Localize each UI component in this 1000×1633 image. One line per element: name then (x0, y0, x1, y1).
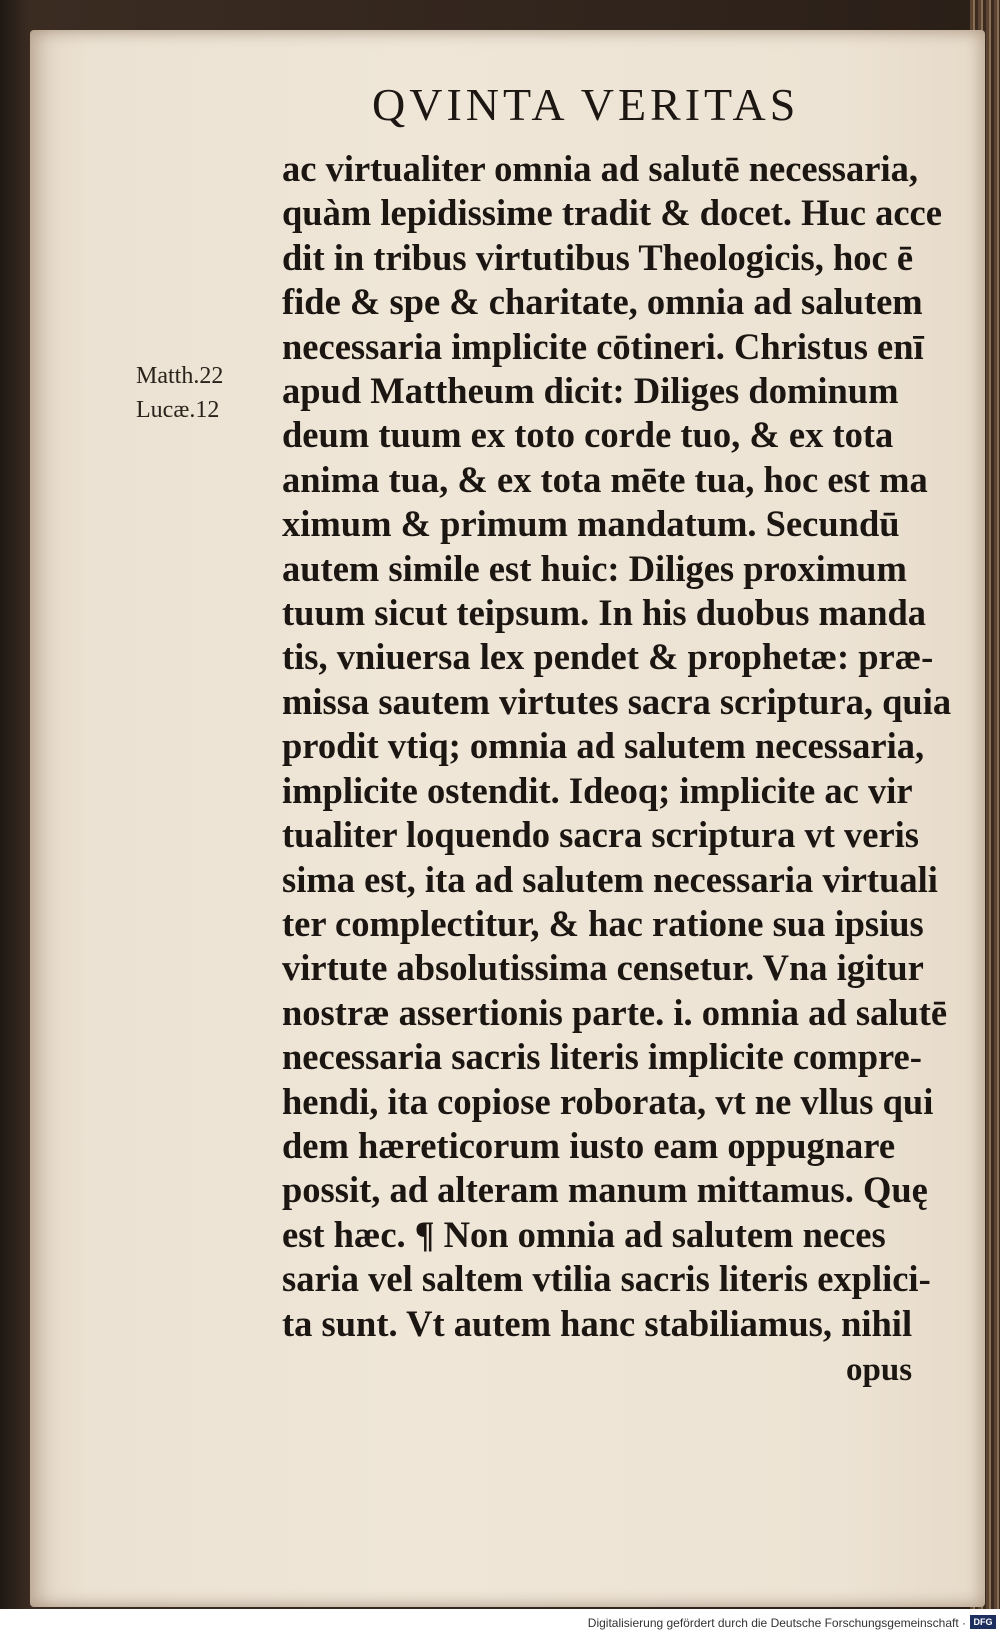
text-line: fide & spe & charitate, omnia ad salutem (282, 281, 923, 323)
footer-bar (0, 1609, 1000, 1633)
dfg-logo: DFG (970, 1615, 996, 1629)
text-line: autem simile est huic: Diliges proximum (282, 547, 907, 589)
footer-credit: Digitalisierung gefördert durch die Deutsche Forschungsgemeinschaft · (587, 1616, 966, 1630)
marginal-note: Matth.22 (136, 363, 224, 389)
text-line: nostræ assertionis parte. i. omnia ad salutē (282, 991, 948, 1033)
text-line: quàm lepidissime tradit & docet. Huc acce (282, 192, 942, 234)
marginal-note: Lucæ.12 (136, 397, 220, 423)
text-line: necessaria sacris literis implicite compre- (282, 1036, 922, 1078)
text-line: est hæc. ¶ Non omnia ad salutem neces (282, 1213, 886, 1255)
text-line: ximum & primum mandatum. Secundū (282, 503, 900, 545)
running-head: QVINTA VERITAS (372, 79, 800, 130)
text-line: prodit vtiq; omnia ad salutem necessaria, (282, 725, 925, 767)
text-line: saria vel saltem vtilia sacris literis explici- (282, 1258, 931, 1300)
body-text (282, 147, 952, 1346)
text-line: dem hæreticorum iusto eam oppugnare (282, 1124, 896, 1166)
text-line: deum tuum ex toto corde tuo, & ex tota (282, 414, 894, 456)
text-line: necessaria implicite cōtineri. Christus enī (282, 325, 924, 367)
text-line: implicite ostendit. Ideoq; implicite ac vir (282, 769, 913, 811)
catchword: opus (846, 1352, 913, 1388)
text-line: sima est, ita ad salutem necessaria virtuali (282, 858, 938, 900)
text-line: possit, ad alteram manum mittamus. Quę (282, 1169, 928, 1211)
text-line: dit in tribus virtutibus Theologicis, hoc ē (282, 236, 914, 278)
text-line: tuum sicut teipsum. In his duobus manda (282, 592, 927, 634)
text-line: ter complectitur, & hac ratione sua ipsius (282, 902, 924, 944)
text-line: tualiter loquendo sacra scriptura vt veris (282, 814, 920, 856)
text-line: hendi, ita copiose roborata, vt ne vllus qui (282, 1080, 934, 1122)
text-line: virtute absolutissima censetur. Vna igitur (282, 947, 924, 989)
text-line: anima tua, & ex tota mēte tua, hoc est ma (282, 458, 928, 500)
text-line: ac virtualiter omnia ad salutē necessaria, (282, 148, 918, 189)
text-line: ta sunt. Vt autem hanc stabiliamus, nihil (282, 1302, 913, 1344)
text-line: missa sautem virtutes sacra scriptura, quia (282, 680, 952, 722)
text-line: apud Mattheum dicit: Diliges dominum (282, 370, 899, 412)
text-line: tis, vniuersa lex pendet & prophetæ: præ- (282, 636, 934, 678)
